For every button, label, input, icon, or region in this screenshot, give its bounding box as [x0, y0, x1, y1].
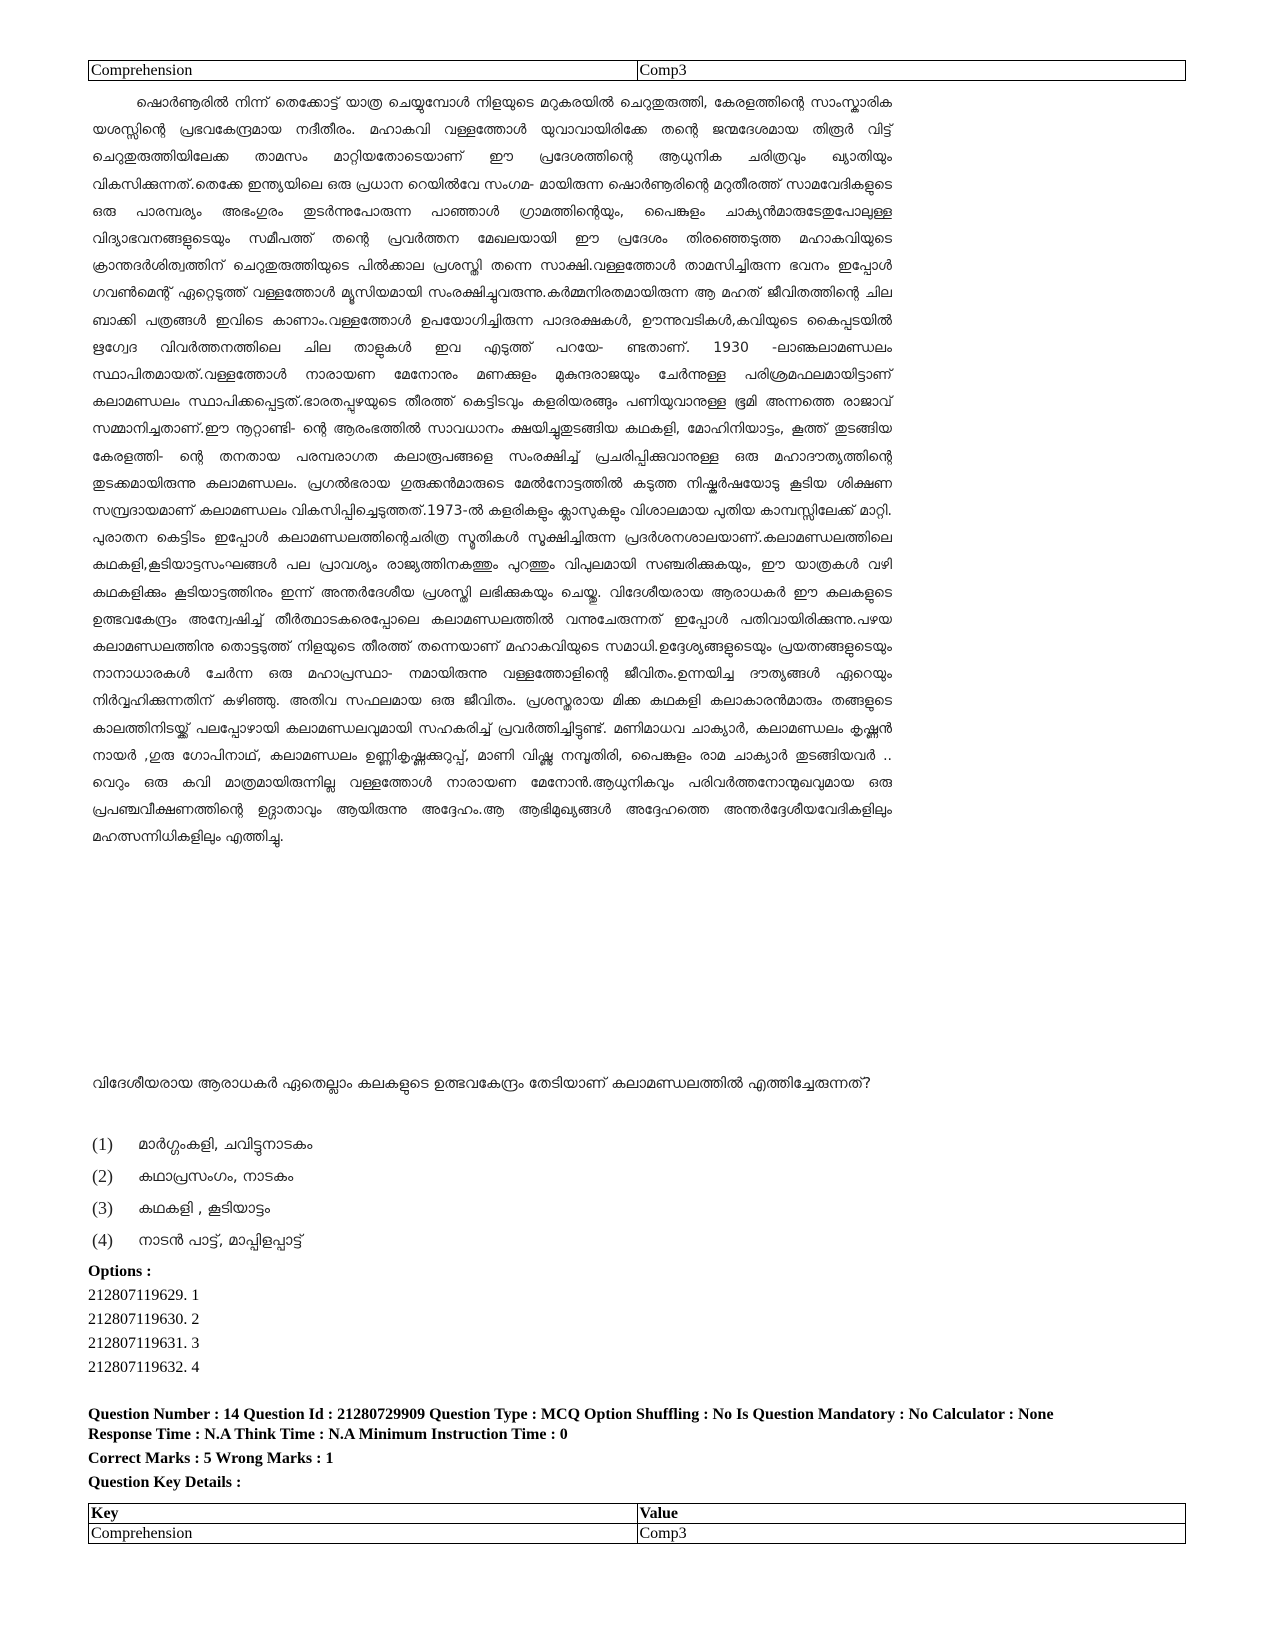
question-key-heading: Question Key Details :: [88, 1474, 242, 1491]
choice-text: കഥകളി , കൂടിയാട്ടം: [138, 1199, 270, 1217]
question-text: വിദേശീയരായ ആരാധകർ ഏതെല്ലാം കലകളുടെ ഉത്ഭവകേന്ദ്രം തേടിയാണ് കലാമണ്ഡലത്തിൽ എത്തിച്ചേരുന്നത്?: [92, 1074, 872, 1092]
answer-choices: [92, 1128, 312, 1256]
table-header-value: Value: [637, 1504, 1186, 1524]
choice-number: (2): [92, 1166, 113, 1186]
table-header-key: Key: [89, 1504, 638, 1524]
question-timing-line: Response Time : N.A Think Time : N.A Minimum Instruction Time : 0: [88, 1426, 568, 1443]
option-id-item: 212807119632. 4: [88, 1359, 200, 1376]
choice-number: (1): [92, 1134, 113, 1154]
option-id-item: 212807119631. 3: [88, 1335, 200, 1352]
options-heading: Options :: [88, 1263, 152, 1280]
comprehension-passage: ഷൊർണൂരിൽ നിന്ന് തെക്കോട്ട് യാത്ര ചെയ്യുമ്പോൾ നിളയുടെ മറുകരയിൽ ചെറുതുരുത്തി, കേരളത്തിന്റെ സാംസ്കാരിക യശസ്സിന്റെ പ്രഭവകേന്ദ്രമായ നദീതീരം. മഹാകവി വള്ളത്തോൾ യുവാവായിരിക്കേ തന്റെ ജന്മദേശമായ തിരൂർ വിട്ട് ചെറുതുരുത്തിയിലേക്ക താമസം മാറ്റിയതോടെയാണ് ഈ പ്രദേശത്തിന്റെ ആധുനിക ചരിത്രവും ഖ്യാതിയും വികസിക്കുന്നത്.തെക്കേ ഇന്ത്യയിലെ ഒരു പ്രധാന റെയിൽവേ സംഗമ- മായിരുന്ന ഷൊർണൂരിന്റെ മറുതീരത്ത് സാമവേദികളുടെ ഒരു പാരമ്പര്യം അഭംഗുരം തുടർന്നുപോരുന്ന പാഞ്ഞാൾ ഗ്രാമത്തിന്റെയും, പൈങ്കുളം ചാക്യൻമാരുടേതുപോലുള്ള വിദ്യാഭവനങ്ങളുടെയും സമീപത്ത് തന്റെ പ്രവർത്തന മേഖലയായി ഈ പ്രദേശം തിരഞ്ഞെടുത്ത മഹാകവിയുടെ ക്രാന്തദർശിത്വത്തിന് ചെറുതുരുത്തിയുടെ പിൽക്കാല പ്രശസ്തി തന്നെ സാക്ഷി.വള്ളത്തോൾ താമസിച്ചിരുന്ന ഭവനം ഇപ്പോൾ ഗവൺമെന്റ് ഏറ്റെടുത്ത് വള്ളത്തോൾ മ്യൂസിയമായി സംരക്ഷിച്ചുവരുന്നു.കർമ്മനിരതമായിരുന്ന ആ മഹത് ജീവിതത്തിന്റെ ചില ബാക്കി പത്രങ്ങൾ ഇവിടെ കാണാം.വള്ളത്തോൾ ഉപയോഗിച്ചിരുന്ന പാദരക്ഷകൾ, ഊന്നുവടികൾ,കവിയുടെ കൈപ്പടയിൽ ഋഗ്വേദ വിവർത്തനത്തിലെ ചില താളുകൾ ഇവ എടുത്ത് പറയേ- ണ്ടതാണ്. 1930 -ലാണ്കലാമണ്ഡലം സ്ഥാപിതമായത്.വള്ളത്തോൾ നാരായണ മേനോനും മണക്കുളം മുകുന്ദരാജയും ചേർന്നുള്ള പരിശ്രമഫലമായിട്ടാണ് കലാമണ്ഡലം സ്ഥാപിക്കപ്പെട്ടത്.ഭാരതപ്പുഴയുടെ തീരത്ത് കെട്ടിടവും കളരിയരങ്ങും പണിയുവാനുള്ള ഭൂമി അന്നത്തെ രാജാവ് സമ്മാനിച്ചതാണ്.ഈ നൂറ്റാണ്ടി- ന്റെ ആരംഭത്തിൽ സാവധാനം ക്ഷയിച്ചുതുടങ്ങിയ കഥകളി, മോഹിനിയാട്ടം, കൂത്ത് തുടങ്ങിയ കേരളത്തി- ന്റെ തനതായ പരമ്പരാഗത കലാരൂപങ്ങളെ സംരക്ഷിച്ച് പ്രചരിപ്പിക്കുവാനുള്ള ഒരു മഹാദൗത്യത്തിന്റെ തുടക്കമായിരുന്നു കലാമണ്ഡലം. പ്രഗൽഭരായ ഗുരുക്കൻമാരുടെ മേൽനോട്ടത്തിൽ കടുത്ത നിഷ്കർഷയോടു കൂടിയ ശിക്ഷണ സമ്പ്രദായമാണ് കലാമണ്ഡലം വികസിപ്പിച്ചെടുത്തത്.1973-ൽ കളരികളും ക്ലാസുകളും വിശാലമായ പുതിയ കാമ്പസ്സിലേക്ക് മാറ്റി. പുരാതന കെട്ടിടം ഇപ്പോൾ കലാമണ്ഡലത്തിന്റെചരിത്ര സ്മൃതികൾ സൂക്ഷിച്ചിരുന്ന പ്രദർശനശാലയാണ്.കലാമണ്ഡലത്തിലെ കഥകളി,കൂടിയാട്ടസംഘങ്ങൾ പല പ്രാവശ്യം രാജ്യത്തിനകത്തും പുറത്തും വിപുലമായി സഞ്ചരിക്കുകയും, ഈ യാത്രകൾ വഴി കഥകളിക്കും കൂടിയാട്ടത്തിനും ഇന്ന് അന്തർദേശീയ പ്രശസ്തി ലഭിക്കുകയും ചെയ്തു. വിദേശീയരായ ആരാധകർ ഈ കലകളുടെ ഉത്ഭവകേന്ദ്രം അന്വേഷിച്ച് തീർത്ഥാടകരെപ്പോലെ കലാമണ്ഡലത്തിൽ വന്നുചേരുന്നത് ഇപ്പോൾ പതിവായിരിക്കുന്നു.പഴയ കലാമണ്ഡലത്തിനു തൊട്ടടുത്ത് നിളയുടെ തീരത്ത് തന്നെയാണ് മഹാകവിയുടെ സമാധി.ഉദ്ദേശ്യങ്ങളുടെയും പ്രയത്നങ്ങളുടെയും നാനാധാരകൾ ചേർന്ന ഒരു മഹാപ്രസ്ഥാ- നമായിരുന്നു വള്ളത്തോളിന്റെ ജീവിതം.ഉന്നയിച്ച ദൗത്യങ്ങൾ ഏറെയും നിർവ്വഹിക്കുന്നതിന് കഴിഞ്ഞു. അതിവ സഫലമായ ഒരു ജീവിതം. പ്രശസ്തരായ മിക്ക കഥകളി കലാകാരൻമാരും തങ്ങളുടെ കാലത്തിനിടയ്ക്ക് പലപ്പോഴായി കലാമണ്ഡലവുമായി സഹകരിച്ച് പ്രവർത്തിച്ചിട്ടുണ്ട്. മണിമാധവ ചാക്യാർ, കലാമണ്ഡലം കൃഷ്ണൻ നായർ ,ഗുരു ഗോപിനാഥ്, കലാമണ്ഡലം ഉണ്ണികൃഷ്ണക്കുറുപ്പ്, മാണി വിഷ്ണു നമ്പൂതിരി, പൈങ്കുളം രാമ ചാക്യാർ തുടങ്ങിയവർ .. വെറും ഒരു കവി മാത്രമായിരുന്നില്ല വള്ളത്തോൾ നാരായണ മേനോൻ.ആധുനികവും പരിവർത്തനോന്മുഖവുമായ ഒരു പ്രപഞ്ചവീക്ഷണത്തിന്റെ ഉദ്ഗാതാവും ആയിരുന്നു അദ്ദേഹം.ആ ആഭിമുഖ്യങ്ങൾ അദ്ദേഹത്തെ അന്തർദ്ദേശീയവേദികളിലും മഹത്സന്നിധികളിലും എത്തിച്ചു.: [92, 95, 892, 846]
question-key-table: [88, 1503, 1186, 1544]
table-row: [89, 1524, 1186, 1544]
list-item: [92, 1224, 312, 1256]
question-marks-line: Correct Marks : 5 Wrong Marks : 1: [88, 1450, 334, 1467]
list-item: [92, 1160, 312, 1192]
choice-text: മാർഗ്ഗംകളി, ചവിട്ടുനാടകം: [138, 1135, 313, 1153]
option-id-item: 212807119629. 1: [88, 1287, 200, 1304]
option-id-item: 212807119630. 2: [88, 1311, 200, 1328]
table-cell-value: Comp3: [637, 1524, 1186, 1544]
question-meta-line: Question Number : 14 Question Id : 21280729909 Question Type : MCQ Option Shuffling : No Is Question Mandatory : No Calculator : None: [88, 1406, 1054, 1423]
table-header-row: [89, 1504, 1186, 1524]
table-cell-value: Comp3: [637, 61, 1186, 81]
table-cell-key: Comprehension: [89, 1524, 638, 1544]
options-list: [88, 1284, 199, 1380]
list-item: [92, 1128, 312, 1160]
choice-text: കഥാപ്രസംഗം, നാടകം: [138, 1167, 294, 1185]
table-cell-key: Comprehension: [89, 61, 638, 81]
choice-number: (4): [92, 1230, 113, 1250]
choice-number: (3): [92, 1198, 113, 1218]
choice-text: നാടൻ പാട്ട്, മാപ്പിളപ്പാട്ട്: [138, 1231, 303, 1249]
list-item: [92, 1192, 312, 1224]
table-row: [89, 61, 1186, 81]
comprehension-table: [88, 60, 1186, 81]
